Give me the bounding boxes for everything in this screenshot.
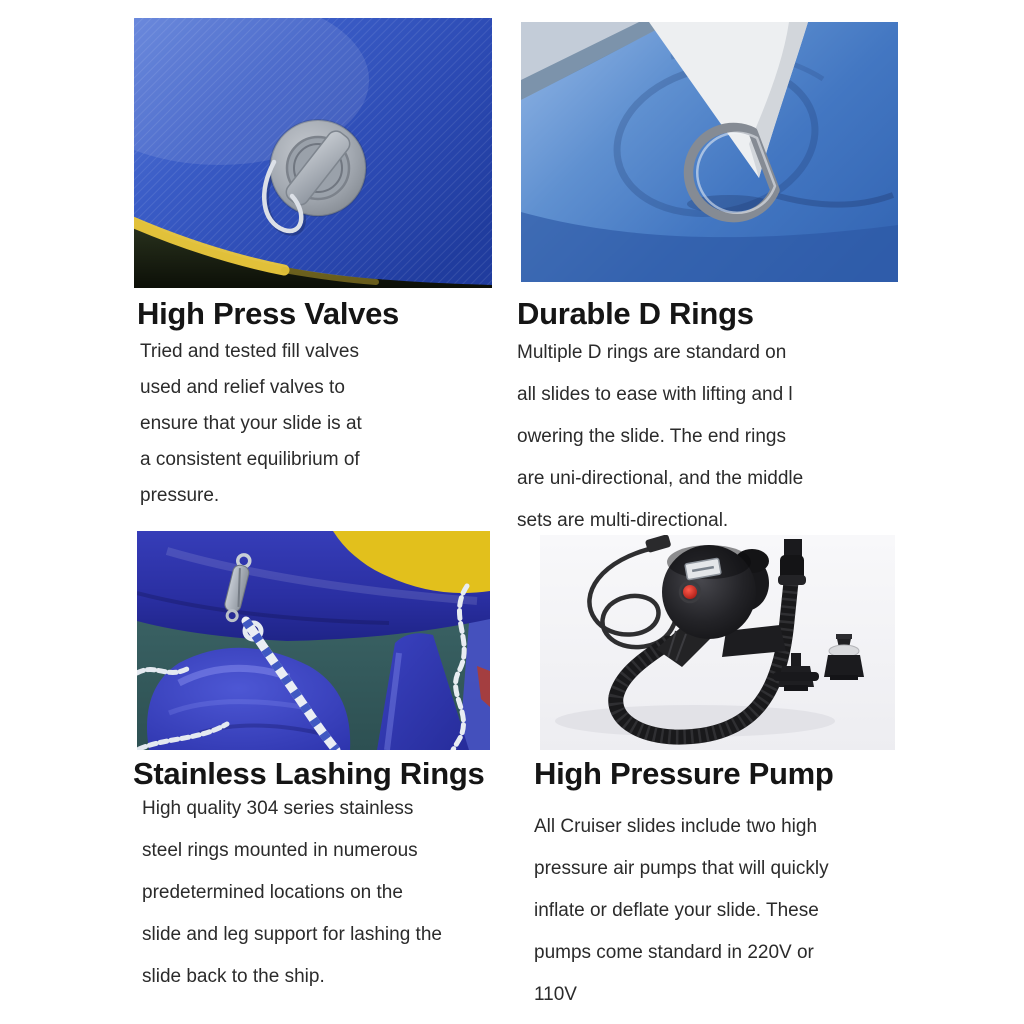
feature-text-line: all slides to ease with lifting and l <box>517 384 793 405</box>
feature-text-line: sets are multi-directional. <box>517 510 729 531</box>
feature-text-line: owering the slide. The end rings <box>517 426 786 447</box>
feature-text-line: Multiple D rings are standard on <box>517 342 787 363</box>
air-pump-photo <box>540 535 895 750</box>
feature-text-line: All Cruiser slides include two high <box>534 816 818 837</box>
feature-text-high-pressure-pump <box>534 806 829 1016</box>
feature-text-line: pumps come standard in 220V or <box>534 942 814 963</box>
feature-text-stainless-lashing-rings <box>142 788 442 998</box>
feature-text-durable-d-rings <box>517 332 803 542</box>
feature-text-line: 110V <box>534 984 577 1005</box>
feature-text-line: Tried and tested fill valves <box>140 341 359 362</box>
power-button <box>683 585 697 599</box>
feature-title-high-press-valves: High Press Valves <box>137 296 400 331</box>
feature-text-line: pressure air pumps that will quickly <box>534 858 829 879</box>
feature-text-line: pressure. <box>140 485 220 506</box>
feature-text-line: are uni-directional, and the middle <box>517 468 804 489</box>
feature-text-line: High quality 304 series stainless <box>142 798 414 819</box>
feature-text-line: used and relief valves to <box>140 377 345 398</box>
feature-text-line: inflate or deflate your slide. These <box>534 900 819 921</box>
feature-text-line: steel rings mounted in numerous <box>142 840 418 861</box>
feature-text-line: slide and leg support for lashing the <box>142 924 442 945</box>
feature-text-high-press-valves <box>140 334 362 514</box>
feature-title-high-pressure-pump: High Pressure Pump <box>534 756 834 791</box>
feature-title-stainless-lashing-rings: Stainless Lashing Rings <box>133 756 485 791</box>
feature-text-line: ensure that your slide is at <box>140 413 362 434</box>
lashing-rings-photo <box>137 531 490 750</box>
pressure-valve-photo <box>134 18 492 288</box>
d-ring-photo <box>521 22 898 282</box>
feature-title-durable-d-rings: Durable D Rings <box>517 296 754 331</box>
feature-text-line: predetermined locations on the <box>142 882 403 903</box>
feature-text-line: a consistent equilibrium of <box>140 449 360 470</box>
feature-text-line: slide back to the ship. <box>142 966 325 987</box>
